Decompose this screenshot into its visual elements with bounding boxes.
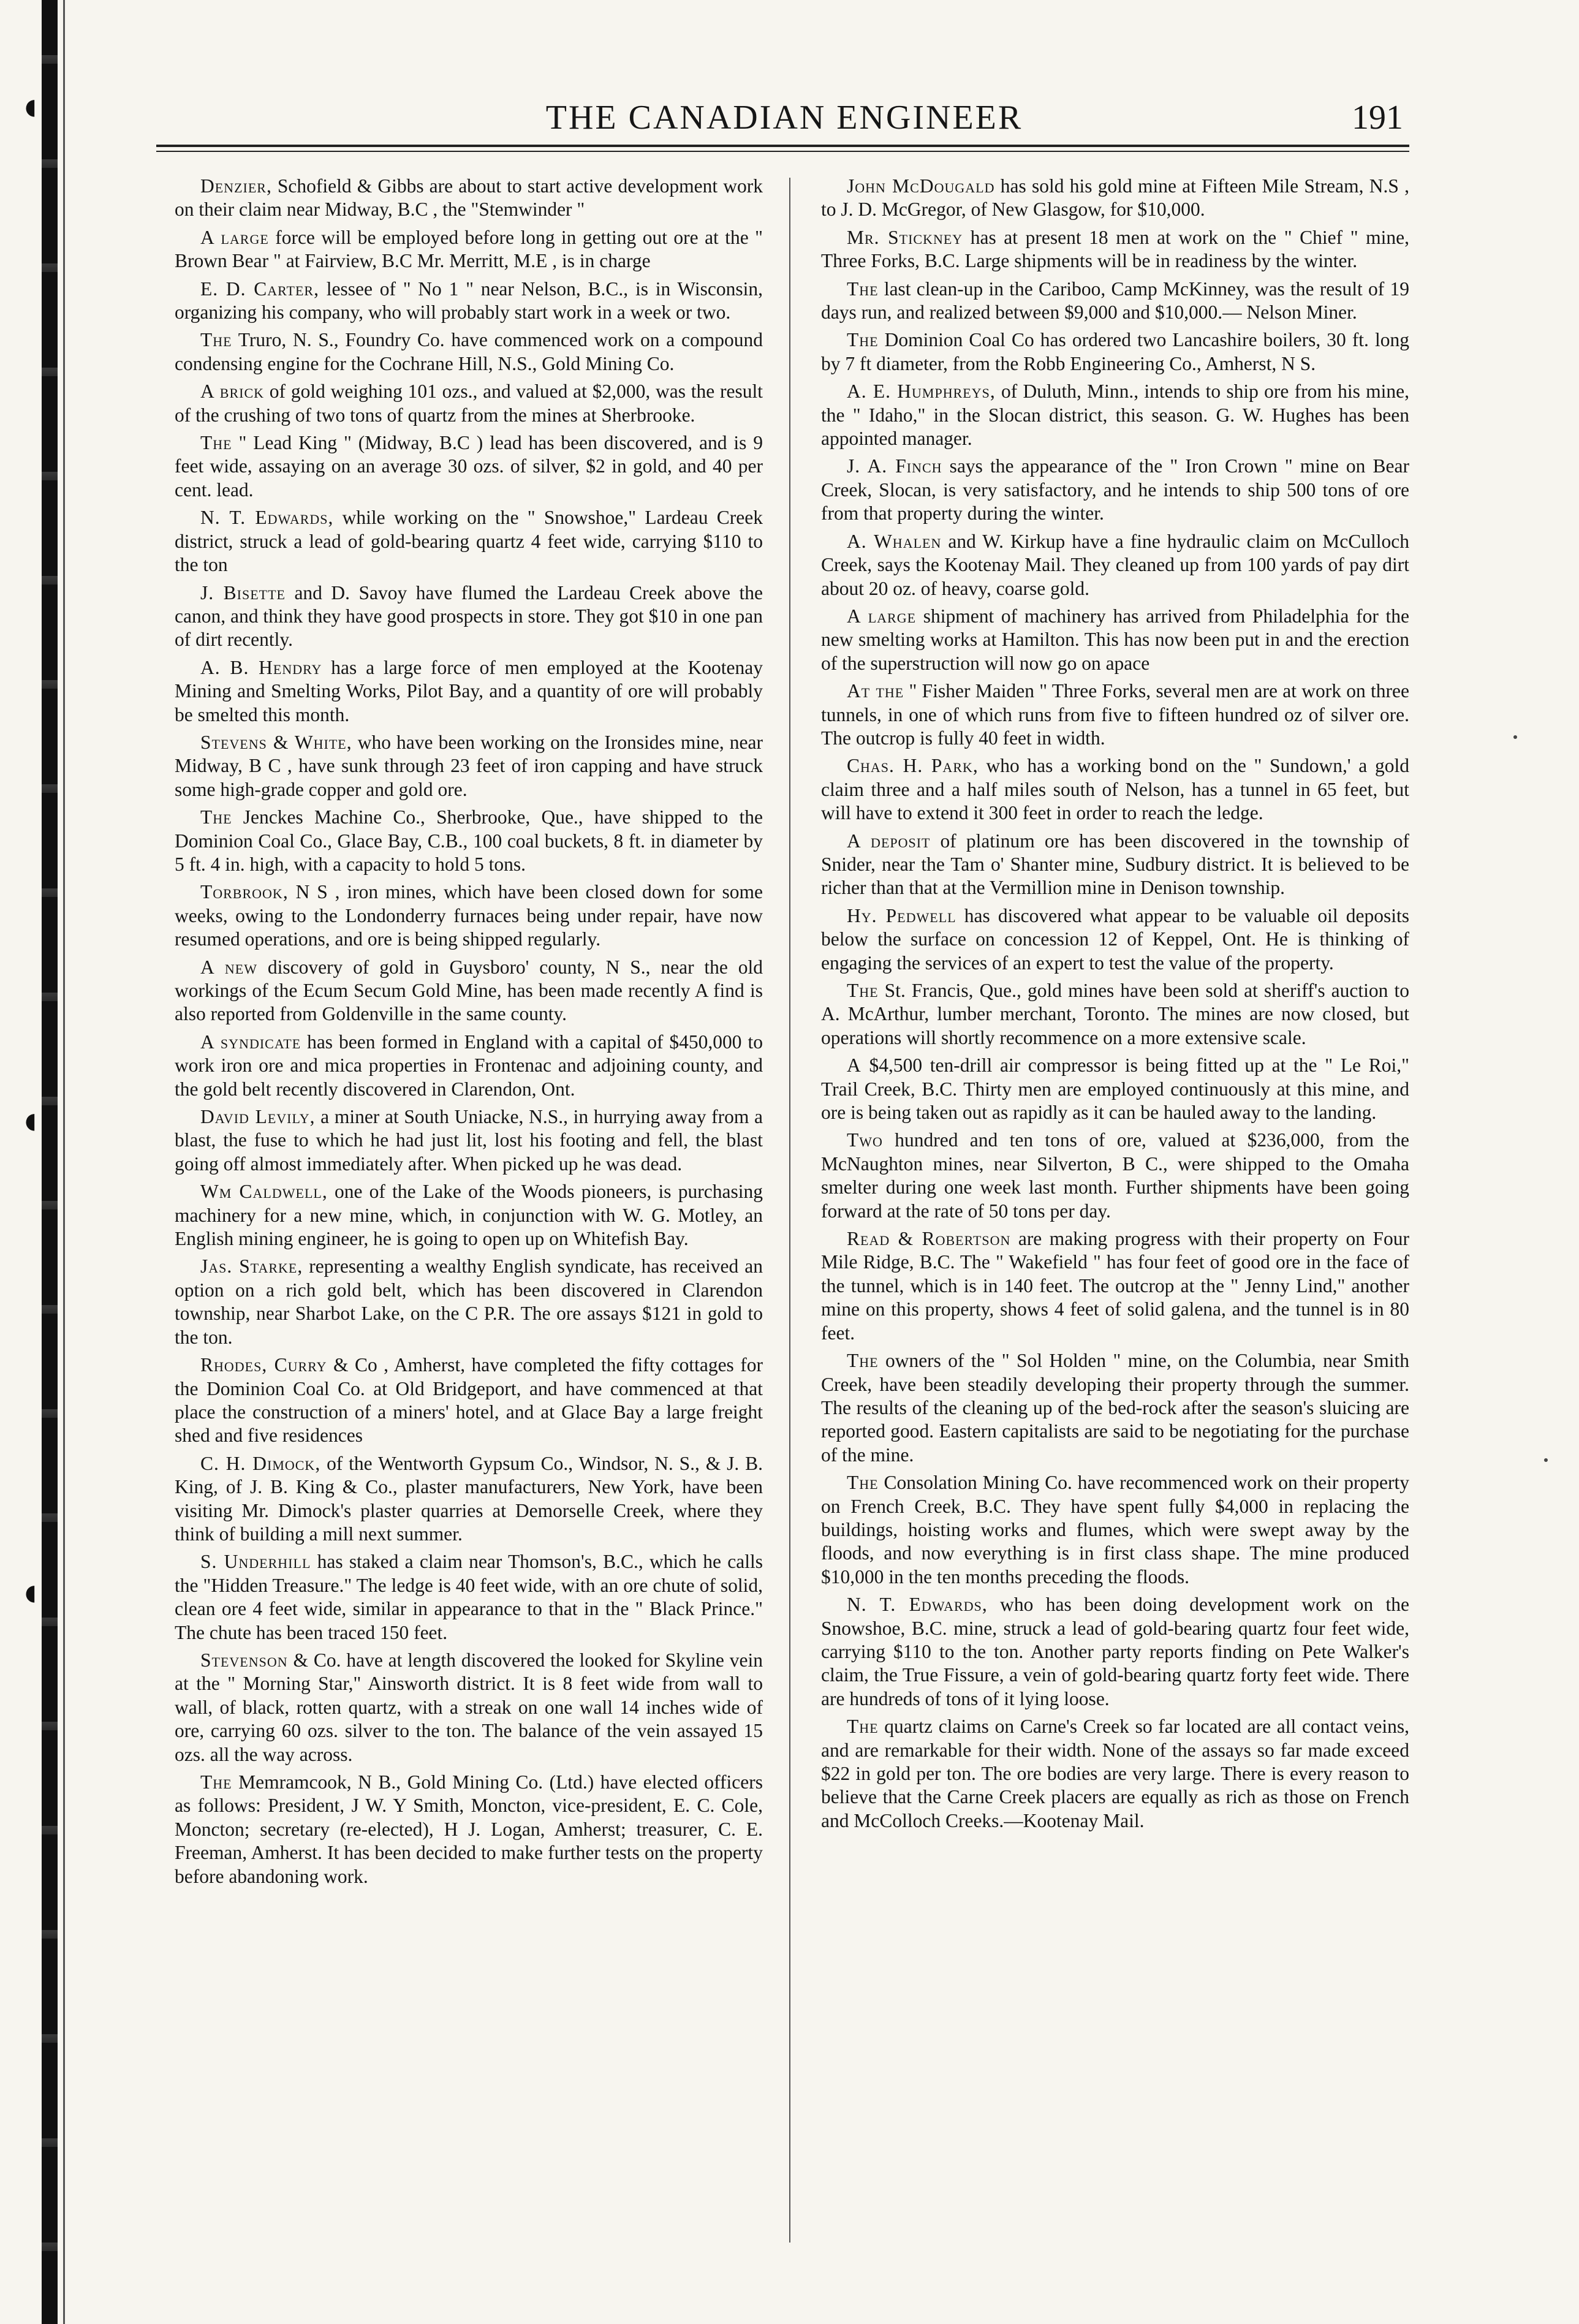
- right-column: [821, 175, 1409, 2258]
- news-item-lead: E. D. Carter,: [200, 278, 319, 300]
- news-item-lead: A large: [847, 605, 917, 627]
- news-item-text: force will be employed before long in getting out ore at the " Brown Bear " at Fairview, B.C Mr. Merritt, M.E , is in charge: [175, 226, 763, 272]
- news-item-text: of the Wentworth Gypsum Co., Windsor, N. S., & J. B. King, of J. B. King & Co., plaster manufacturers, New York, have been visiting Mr. Dimock's plaster quarries at Demorselle Creek, where they think of building a mill next summer.: [175, 1452, 763, 1545]
- news-item-text: Dominion Coal Co has ordered two Lancashire boilers, 30 ft. long by 7 ft diameter, from the Robb Engineering Co., Amherst, N S.: [821, 329, 1409, 374]
- news-item: [821, 380, 1409, 450]
- binding-hole: ◖: [18, 1099, 42, 1142]
- binding-hole: ◖: [18, 1570, 42, 1614]
- news-item: [821, 530, 1409, 600]
- news-item-lead: John McDougald: [847, 175, 995, 197]
- news-item: [821, 278, 1409, 325]
- scan-speck: [1513, 735, 1517, 739]
- news-item-lead: A: [847, 1054, 861, 1077]
- news-item-text: has a large force of men employed at the Kootenay Mining and Smelting Works, Pilot Bay, and a quantity of ore will probably be smelted this month.: [175, 656, 763, 725]
- journal-title: THE CANADIAN ENGINEER: [545, 99, 1023, 137]
- news-item-lead: Denzier,: [200, 175, 272, 197]
- news-item: [175, 731, 763, 801]
- news-item-lead: S. Underhill: [200, 1551, 311, 1573]
- news-item: [821, 328, 1409, 376]
- book-binding-edge: [42, 0, 58, 2324]
- news-item-text: and D. Savoy have flumed the Lardeau Creek above the canon, and think they have good prospects in store. They got $10 in one pan of dirt recently.: [175, 581, 763, 651]
- news-item-text: St. Francis, Que., gold mines have been sold at sheriff's auction to A. McArthur, lumber merchant, Toronto. The mines are now closed, but operations will shortly recommence on a more extensive scale.: [821, 980, 1409, 1048]
- news-item-lead: A deposit: [847, 830, 931, 852]
- news-item-text: who have been working on the Ironsides mine, near Midway, B C , have sunk through 23 feet of iron capping and have struck some high-grade copper and gold ore.: [175, 731, 763, 800]
- news-item: [175, 806, 763, 876]
- news-item-lead: A brick: [200, 380, 265, 403]
- news-item-lead: The: [200, 806, 232, 828]
- news-item: [821, 754, 1409, 825]
- news-item: [175, 506, 763, 577]
- page-header: [159, 98, 1409, 141]
- news-item-lead: The: [847, 278, 879, 300]
- news-item: [175, 1031, 763, 1101]
- news-item-lead: C. H. Dimock,: [200, 1452, 321, 1474]
- news-item-text: Jenckes Machine Co., Sherbrooke, Que., have shipped to the Dominion Coal Co., Glace Bay, C.B., 100 coal buckets, 8 ft. in diameter by 5 ft. 4 in. high, with a capacity to hold 5 tons.: [175, 806, 763, 875]
- news-item-text: " Fisher Maiden " Three Forks, several men are at work on three tunnels, in one of which runs from five to fifteen hundred oz of silver ore. The outcrop is fully 40 feet in width.: [821, 680, 1409, 749]
- news-item-lead: J. Bisette: [200, 581, 286, 604]
- news-item: [821, 1471, 1409, 1589]
- news-item-text: has staked a claim near Thomson's, B.C., which he calls the "Hidden Treasure." The ledge is 40 feet wide, with an ore chute of solid, clean ore 4 feet wide, similar in appearance to that in the " Black Prince." The chute has been traced 150 feet.: [175, 1551, 763, 1643]
- news-item: [175, 1180, 763, 1251]
- news-item-text: of gold weighing 101 ozs., and valued at $2,000, was the result of the crushing of two tons of quartz from the mines at Sherbrooke.: [175, 380, 763, 426]
- news-item: [821, 979, 1409, 1050]
- news-item: [175, 1353, 763, 1448]
- news-item-lead: Read & Robertson: [847, 1228, 1011, 1250]
- news-item-text: last clean-up in the Cariboo, Camp McKinney, was the result of 19 days run, and realized between $9,000 and $10,000.— Nelson Miner.: [821, 278, 1409, 324]
- news-item-text: has discovered what appear to be valuable oil deposits below the surface on concession 12 of Keppel, Ont. He is thinking of engaging the services of an expert to test the value of the property.: [821, 904, 1409, 974]
- news-item: [821, 226, 1409, 273]
- news-item-text: owners of the " Sol Holden " mine, on the Columbia, near Smith Creek, have been steadily developing their property through the summer. The results of the cleaning up of the bed-rock after the season's sluicing are reported good. Eastern capitalists are said to be negotiating for the purchase of the mine.: [821, 1350, 1409, 1466]
- news-item-lead: The: [847, 1350, 879, 1372]
- news-item: [821, 605, 1409, 675]
- news-item-lead: A new: [200, 956, 257, 978]
- news-item-lead: A. E. Humphreys,: [847, 380, 996, 403]
- news-item-lead: The: [847, 329, 879, 351]
- news-item: [175, 1255, 763, 1349]
- news-item-text: are making progress with their property on Four Mile Ridge, B.C. The " Wakefield " has four feet of good ore in the face of the tunnel, which is in 140 feet. The outcrop at the " Jenny Lind," another mine on this property, shows 4 feet of solid galena, and the tunnel is in 80 feet.: [821, 1228, 1409, 1344]
- news-item: [821, 175, 1409, 222]
- news-item: [175, 431, 763, 502]
- news-item: [175, 1649, 763, 1766]
- binding-rule: [63, 0, 65, 2324]
- news-item: [175, 328, 763, 376]
- news-item: [175, 1771, 763, 1888]
- news-item: [175, 175, 763, 222]
- news-item-lead: Chas. H. Park,: [847, 755, 979, 777]
- news-item-text: representing a wealthy English syndicate, has received an option on a rich gold belt, which has been discovered in Clarendon township, near Sharbot Lake, on the C P.R. The ore assays $121 in gold to the ton.: [175, 1255, 763, 1348]
- news-item: [821, 679, 1409, 750]
- news-item-lead: Torbrook,: [200, 881, 289, 903]
- news-item-lead: A large: [200, 226, 269, 248]
- scan-speck: [1544, 1458, 1548, 1462]
- news-item-text: Consolation Mining Co. have recommenced work on their property on French Creek, B.C. They have spent fully $4,000 in replacing the buildings, hoisting works and flumes, which were swept away by the floods, and now everything is in first class shape. The mine produced $10,000 in the ten months preceding the floods.: [821, 1472, 1409, 1588]
- news-item: [175, 1105, 763, 1176]
- news-item-lead: Rhodes, Curry: [200, 1354, 327, 1376]
- news-item-lead: N. T. Edwards,: [847, 1594, 988, 1616]
- news-item-lead: Stevenson: [200, 1649, 288, 1671]
- news-item-lead: A syndicate: [200, 1031, 301, 1053]
- news-item: [821, 1349, 1409, 1467]
- header-rule-thin: [156, 151, 1409, 152]
- news-item-text: Memramcook, N B., Gold Mining Co. (Ltd.) have elected officers as follows: President, J W. Y Smith, Moncton, vice-president, E. C. Cole, Moncton; secretary (re-elected), H J. Logan, Amherst; treasurer, C. E. Freeman, Amherst. It has been decided to make further tests on the property before abandoning work.: [175, 1771, 763, 1887]
- news-item-lead: The: [847, 980, 879, 1001]
- news-item-lead: The: [847, 1472, 879, 1494]
- news-item-text: Schofield & Gibbs are about to start active development work on their claim near Midway, B.C , the "Stemwinder ": [175, 175, 763, 221]
- news-item: [175, 656, 763, 727]
- news-item-text: lessee of " No 1 " near Nelson, B.C., is in Wisconsin, organizing his company, who will probably start work in a week or two.: [175, 278, 763, 324]
- news-item-lead: Stevens & White,: [200, 731, 352, 753]
- news-item: [821, 455, 1409, 525]
- news-item-text: has been formed in England with a capital of $450,000 to work iron ore and mica properties in Frontenac and adjoining county, and the gold belt recently discovered in Clarendon, Ont.: [175, 1031, 763, 1100]
- news-item-text: who has been doing development work on the Snowshoe, B.C. mine, struck a lead of gold-bearing quartz four feet wide, carrying $110 to the ton. Another party reports finding on Pete Walker's claim, the True Fissure, a vein of gold-bearing quartz forty feet wide. There are hundreds of tons of it lying loose.: [821, 1594, 1409, 1709]
- news-item: [821, 1054, 1409, 1124]
- news-item-text: shipment of machinery has arrived from Philadelphia for the new smelting works at Hamilton. This has now been put in and the erection of the superstruction will now go on apace: [821, 605, 1409, 674]
- page-number: 191: [1352, 99, 1403, 137]
- left-column: [175, 175, 763, 2258]
- news-item-text: while working on the " Snowshoe," Lardeau Creek district, struck a lead of gold-bearing quartz 4 feet wide, carrying $110 to the ton: [175, 507, 763, 576]
- news-item-lead: Wm Caldwell,: [200, 1181, 328, 1203]
- news-item-lead: J. A. Finch: [847, 455, 942, 477]
- news-item: [821, 1129, 1409, 1223]
- news-item-text: one of the Lake of the Woods pioneers, is purchasing machinery for a new mine, which, in conjunction with W. G. Motley, an English mining engineer, he is going to open up on Whitefish Bay.: [175, 1181, 763, 1250]
- news-item-lead: Jas. Starke,: [200, 1255, 303, 1277]
- news-item: [821, 1593, 1409, 1711]
- news-item-lead: The: [200, 1771, 232, 1793]
- news-item-text: $4,500 ten-drill air compressor is being fitted up at the " Le Roi," Trail Creek, B.C. Thirty men are employed continuously at this mine, and ore is being taken out as rapidly as it can be hauled away to the landing.: [821, 1054, 1409, 1124]
- news-item-text: has sold his gold mine at Fifteen Mile Stream, N.S , to J. D. McGregor, of New Glasgow, for $10,000.: [821, 175, 1409, 221]
- news-item-lead: The: [200, 329, 232, 351]
- news-item-lead: Hy. Pedwell: [847, 904, 956, 926]
- news-item-text: of Duluth, Minn., intends to ship ore from his mine, the " Idaho," in the Slocan district, this season. G. W. Hughes has been appointed manager.: [821, 380, 1409, 450]
- news-item-text: who has a working bond on the " Sundown,' a gold claim three and a half miles south of Nelson, has a tunnel in 65 feet, but will have to extend it 300 feet in order to reach the ledge.: [821, 755, 1409, 824]
- news-item-lead: Mr. Stickney: [847, 226, 963, 248]
- binding-hole: ◖: [18, 85, 42, 128]
- news-item: [821, 904, 1409, 975]
- news-item: [175, 956, 763, 1026]
- news-item: [821, 830, 1409, 900]
- news-item-text: & Co. have at length discovered the looked for Skyline vein at the " Morning Star," Ainsworth district. It is 8 feet wide from wall to wall, of black, rotten quartz, with a streak on one wall 14 inches wide of ore, carrying 60 ozs. silver to the ton. The balance of the vein assayed 15 ozs. all the way across.: [175, 1649, 763, 1765]
- news-item: [175, 226, 763, 273]
- news-item-text: hundred and ten tons of ore, valued at $236,000, from the McNaughton mines, near Silverton, B C., were shipped to the Omaha smelter during one week last month. Further shipments have been going forward at the rate of 50 tons per day.: [821, 1129, 1409, 1222]
- news-item: [175, 278, 763, 325]
- news-item-text: has at present 18 men at work on the " Chief " mine, Three Forks, B.C. Large shipments will be in readiness by the winter.: [821, 226, 1409, 272]
- news-item-lead: At the: [847, 680, 904, 702]
- news-item: [175, 1550, 763, 1645]
- news-item-lead: N. T. Edwards,: [200, 507, 334, 529]
- news-item-text: N S , iron mines, which have been closed down for some weeks, owing to the Londonderry furnaces being under repair, have now resumed operations, and ore is being shipped regularly.: [175, 881, 763, 950]
- news-item-text: & Co , Amherst, have completed the fifty cottages for the Dominion Coal Co. at Old Bridgeport, and have commenced at that place the construction of a miners' hotel, and at Glace Bay a large freight shed and five residences: [175, 1354, 763, 1447]
- news-item: [175, 880, 763, 951]
- column-divider: [789, 178, 790, 2243]
- news-item: [175, 1452, 763, 1546]
- news-item: [821, 1227, 1409, 1345]
- news-item-lead: Two: [847, 1129, 883, 1151]
- news-item-text: a miner at South Uniacke, N.S., in hurrying away from a blast, the fuse to which he had just lit, lost his footing and fell, the blast going off almost immediately after. When picked up he was dead.: [175, 1106, 763, 1175]
- news-item-lead: A. B. Hendry: [200, 656, 322, 678]
- news-item-lead: David Levily,: [200, 1106, 316, 1128]
- news-item-text: Truro, N. S., Foundry Co. have commenced work on a compound condensing engine for the Cochrane Hill, N.S., Gold Mining Co.: [175, 329, 763, 374]
- header-rule: [156, 145, 1409, 147]
- news-item-text: of platinum ore has been discovered in the township of Snider, near the Tam o' Shanter mine, Sudbury district. It is believed to be richer than that at the Vermillion mine in Denison township.: [821, 830, 1409, 899]
- news-item-text: and W. Kirkup have a fine hydraulic claim on McCulloch Creek, says the Kootenay Mail. They cleaned up from 100 yards of pay dirt about 20 oz. of heavy, coarse gold.: [821, 530, 1409, 599]
- news-item: [821, 1715, 1409, 1833]
- news-item-lead: The: [847, 1716, 879, 1738]
- news-item: [175, 380, 763, 427]
- news-item-text: " Lead King " (Midway, B.C ) lead has been discovered, and is 9 feet wide, assaying on an average 30 ozs. of silver, $2 in gold, and 40 per cent. lead.: [175, 432, 763, 501]
- news-item-lead: The: [200, 432, 232, 454]
- news-item-text: says the appearance of the " Iron Crown " mine on Bear Creek, Slocan, is very satisfactory, and he intends to ship 500 tons of ore from that property during the winter.: [821, 455, 1409, 524]
- news-item-text: discovery of gold in Guysboro' county, N S., near the old workings of the Ecum Secum Gold Mine, has been made recently A find is also reported from Goldenville in the same county.: [175, 956, 763, 1025]
- news-item-lead: A. Whalen: [847, 530, 942, 552]
- news-item: [175, 581, 763, 652]
- news-item-text: quartz claims on Carne's Creek so far located are all contact veins, and are remarkable for their width. None of the assays so far made exceed $22 in gold per ton. The ore bodies are very large. There is every reason to believe that the Carne Creek placers are equally as rich as those on French and McColloch Creeks.—Kootenay Mail.: [821, 1716, 1409, 1831]
